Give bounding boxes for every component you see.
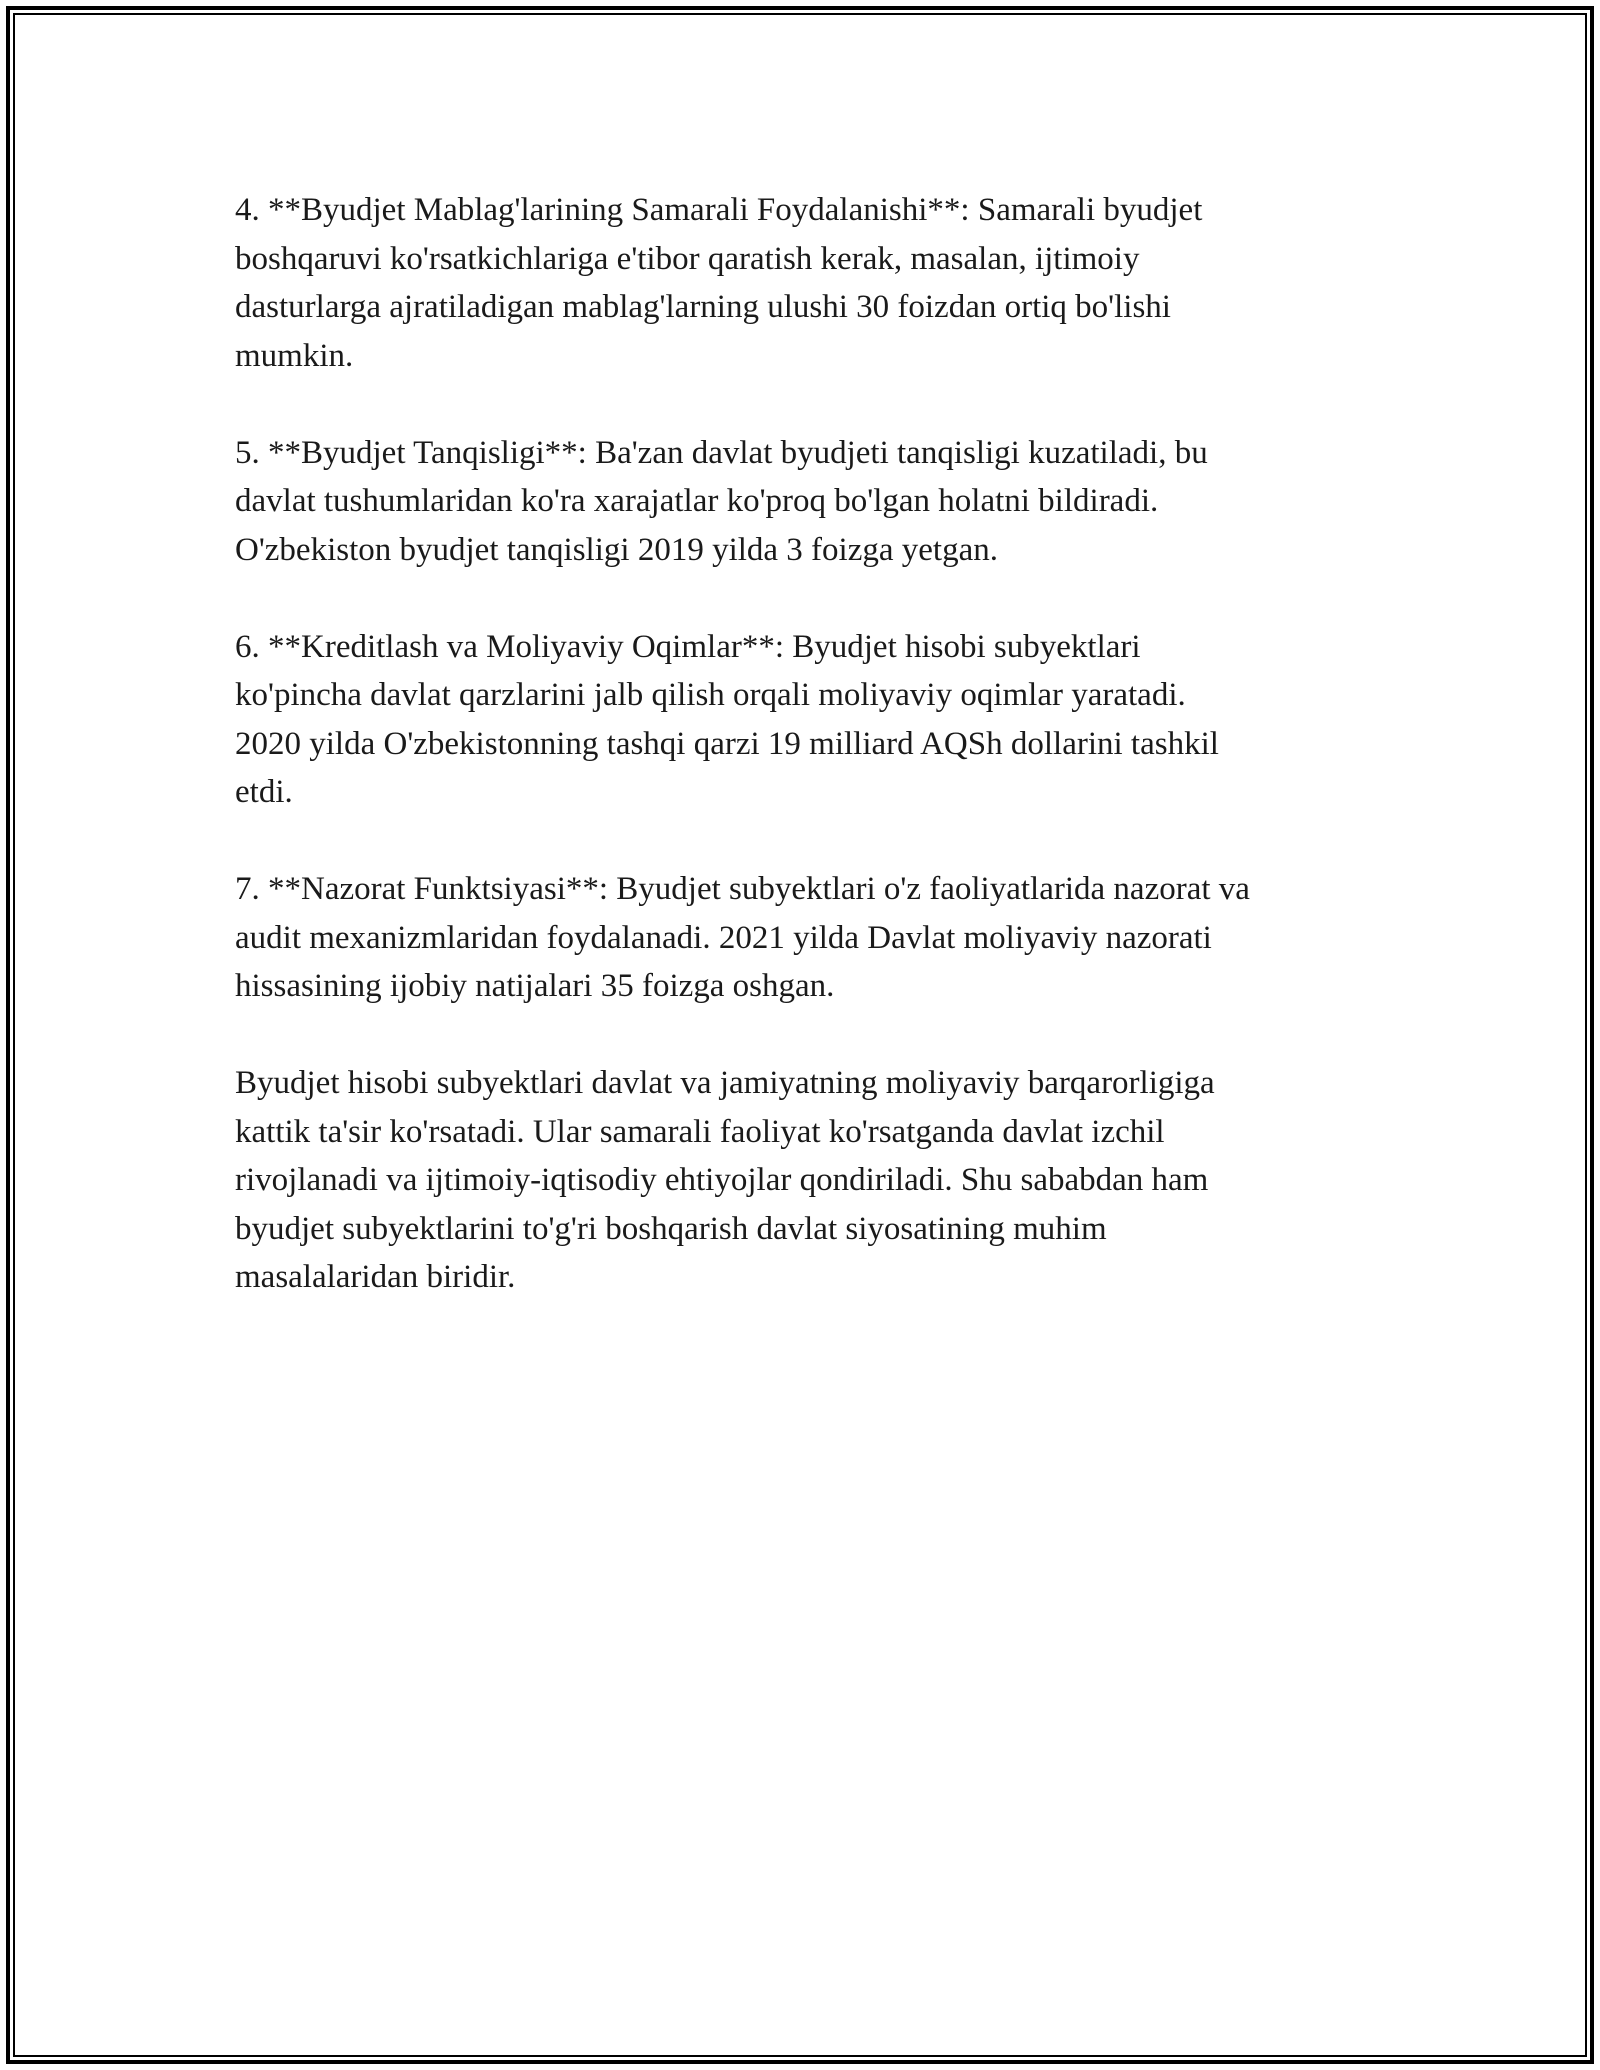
paragraph-item-4: 4. **Byudjet Mablag'larining Samarali Foydalanishi**: Samarali byudjet boshqaruvi ko'rsatkichlariga e'tibor qaratish kerak, masalan, ijtimoiy dasturlarga ajratiladigan mablag'larning ulushi 30 foizdan ortiq bo'lishi mumkin. [235,192,1203,374]
paragraph-conclusion: Byudjet hisobi subyektlari davlat va jamiyatning moliyaviy barqarorligiga kattik ta'sir ko'rsatadi. Ular samarali faoliyat ko'rsatganda davlat izchil rivojlanadi va ijtimoiy-iqtisodiy ehtiyojlar qondiriladi. Shu sababdan ham byudjet subyektlarini to'g'ri boshqarish davlat siyosatining muhim masalalaridan biridir. [235,1065,1215,1295]
paragraph-item-5: 5. **Byudjet Tanqisligi**: Ba'zan davlat byudjeti tanqisligi kuzatiladi, bu davlat tushumlaridan ko'ra xarajatlar ko'proq bo'lgan holatni bildiradi. O'zbekiston byudjet tanqisligi 2019 yilda 3 foizga yetgan. [235,434,1208,568]
paragraph-item-6: 6. **Kreditlash va Moliyaviy Oqimlar**: Byudjet hisobi subyektlari ko'pincha davlat qarzlarini jalb qilish orqali moliyaviy oqimlar yaratadi. 2020 yilda O'zbekistonning tashqi qarzi 19 milliard AQSh dollarini tashkil etdi. [235,628,1219,810]
paragraph-item-7: 7. **Nazorat Funktsiyasi**: Byudjet subyektlari o'z faoliyatlarida nazorat va audit mexanizmlaridan foydalanadi. 2021 yilda Davlat moliyaviy nazorati hissasining ijobiy natijalari 35 foizga oshgan. [235,871,1250,1004]
document-body [235,186,1385,1350]
